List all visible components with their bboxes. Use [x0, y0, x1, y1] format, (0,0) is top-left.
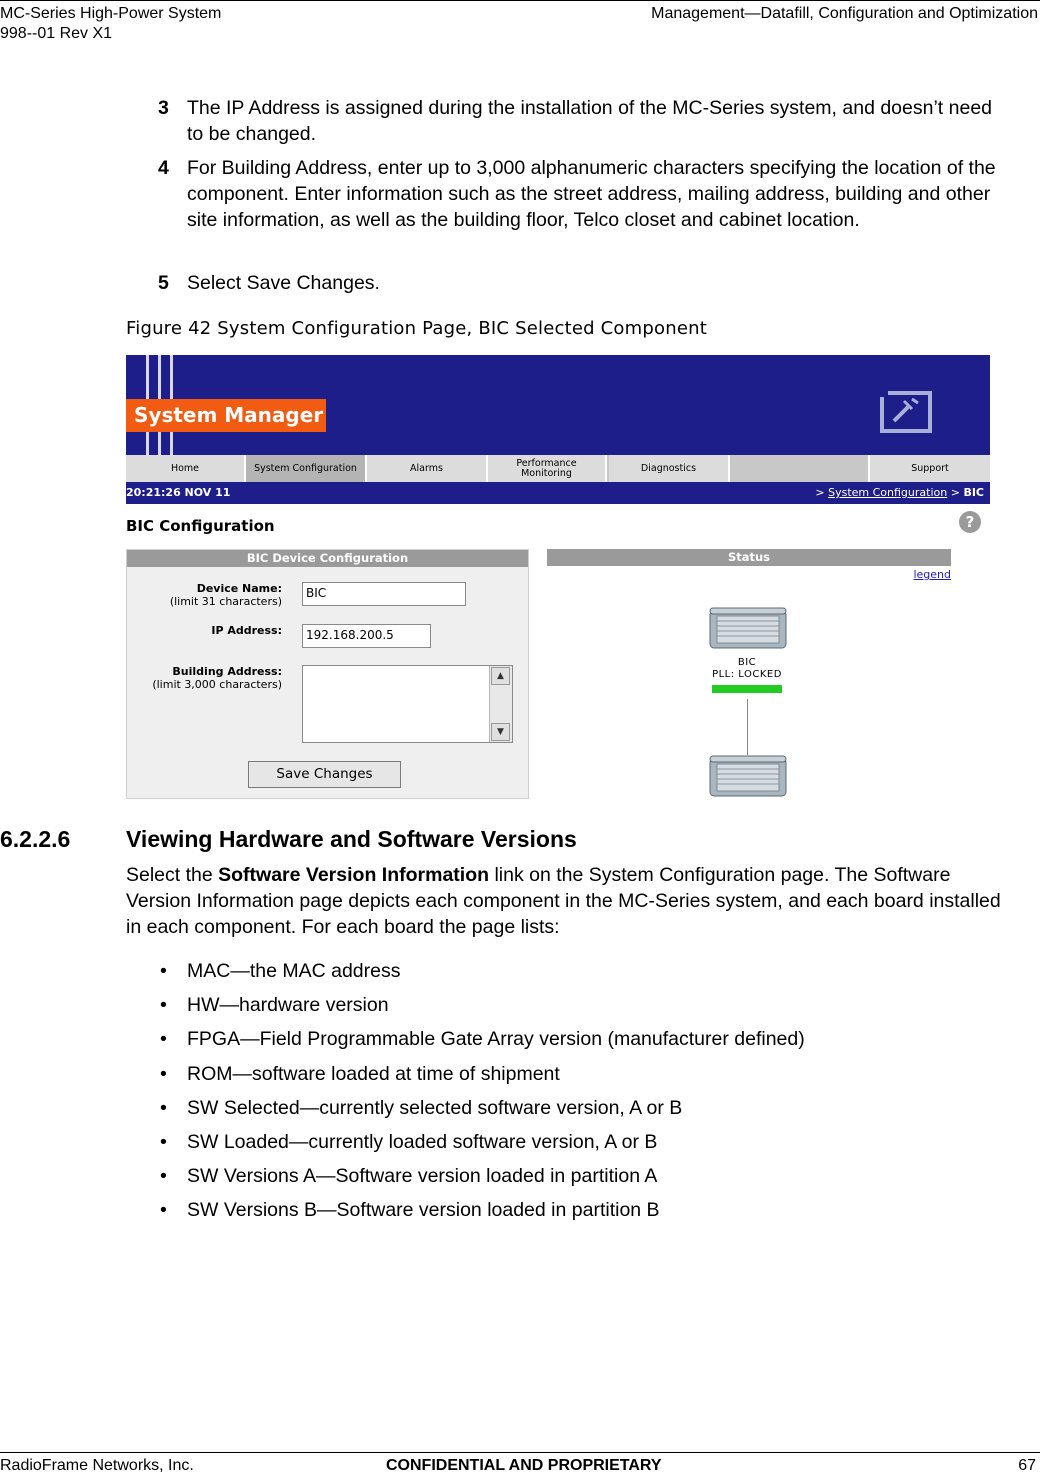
textarea-scrollbar[interactable] — [489, 666, 512, 742]
section-number: 6.2.2.6 — [0, 826, 71, 852]
bullet-icon: • — [160, 1131, 167, 1154]
status-panel — [547, 549, 951, 799]
step-text: Select Save Changes. — [187, 272, 380, 294]
bullet-icon: • — [160, 1062, 167, 1085]
building-address-hint: (limit 3,000 characters) — [152, 678, 282, 691]
tab-diagnostics[interactable]: Diagnostics — [609, 455, 730, 482]
header-doc-title: MC-Series High-Power System — [0, 5, 222, 22]
header-top-rule — [0, 0, 1040, 1]
tab-system-configuration[interactable]: System Configuration — [246, 455, 367, 482]
list-item — [160, 988, 805, 1022]
system-manager-screenshot — [126, 355, 990, 799]
breadcrumb-link-system-configuration[interactable]: System Configuration — [828, 486, 948, 499]
para-text: Select the — [126, 864, 219, 886]
main-nav — [126, 455, 990, 482]
building-address-label — [152, 665, 282, 691]
list-item-text: SW Versions A—Software version loaded in partition A — [187, 1165, 658, 1188]
status-panel-title: Status — [547, 549, 951, 566]
breadcrumb — [815, 486, 984, 499]
company-logo-icon — [878, 387, 934, 437]
step-text: The IP Address is assigned during the installation of the MC-Series system, and doesn’t need to be changed. — [187, 97, 993, 145]
list-item-text: HW—hardware version — [187, 994, 389, 1017]
scroll-up-icon[interactable]: ▲ — [491, 667, 510, 685]
breadcrumb-current: BIC — [963, 486, 984, 499]
status-bar — [126, 482, 990, 504]
footer-company: RadioFrame Networks, Inc. — [0, 1457, 194, 1474]
header-doc-rev: 998--01 Rev X1 — [0, 25, 113, 42]
bullet-list — [160, 954, 805, 1228]
device-link-line — [747, 699, 748, 755]
list-item-text: SW Versions B—Software version loaded in partition B — [187, 1199, 660, 1222]
device-name-hint: (limit 31 characters) — [169, 595, 282, 608]
breadcrumb-separator: > — [950, 486, 960, 499]
list-item — [160, 1125, 805, 1159]
list-item — [160, 1091, 805, 1125]
tab-home[interactable]: Home — [126, 455, 246, 482]
list-item — [160, 954, 805, 988]
step-number: 4 — [158, 157, 169, 179]
step-3 — [158, 95, 1008, 147]
footer-page-number: 67 — [1018, 1457, 1036, 1474]
page-title: BIC Configuration — [126, 517, 275, 535]
pll-status-bar — [712, 685, 782, 693]
device-name-label — [170, 582, 282, 608]
step-5 — [158, 270, 1008, 296]
list-item — [160, 1159, 805, 1193]
legend-link[interactable]: legend — [913, 568, 951, 581]
section-title: Viewing Hardware and Software Versions — [126, 826, 577, 852]
footer-confidential: CONFIDENTIAL AND PROPRIETARY — [386, 1457, 662, 1474]
bullet-icon: • — [160, 1096, 167, 1119]
list-item-text: ROM—software loaded at time of shipment — [187, 1062, 560, 1085]
ip-address-label — [211, 624, 282, 637]
brand-logo: System Manager — [126, 399, 326, 432]
step-text: For Building Address, enter up to 3,000 alphanumeric characters specifying the location of the component. Enter information such as the street address, mailing address, building and other site information, as well as the building floor, Telco closet and cabinet location. — [187, 157, 996, 231]
list-item-text: MAC—the MAC address — [187, 960, 401, 982]
bullet-icon: • — [160, 994, 167, 1017]
tab-spacer — [730, 455, 870, 482]
bullet-icon: • — [160, 960, 167, 982]
breadcrumb-separator: > — [815, 486, 825, 499]
list-item-text: SW Loaded—currently loaded software version, A or B — [187, 1131, 658, 1154]
clock: 20:21:26 NOV 11 — [126, 486, 231, 499]
tab-support[interactable]: Support — [870, 455, 990, 482]
step-4 — [158, 155, 1008, 259]
building-address-label-text: Building Address: — [172, 665, 282, 678]
device-name-input[interactable]: BIC — [302, 582, 466, 606]
ip-address-input[interactable]: 192.168.200.5 — [302, 624, 431, 648]
step-number: 3 — [158, 97, 169, 119]
list-item — [160, 1057, 805, 1091]
device-label: BIC — [737, 657, 757, 668]
bullet-icon: • — [160, 1028, 167, 1051]
para-bold-link-name: Software Version Information — [218, 864, 490, 886]
bullet-icon: • — [160, 1199, 167, 1222]
save-changes-button[interactable]: Save Changes — [248, 761, 401, 788]
header-chapter: Management—Datafill, Configuration and Optimization — [651, 5, 1038, 22]
tab-performance-monitoring[interactable]: Performance Monitoring — [488, 455, 607, 482]
footer-rule — [0, 1452, 1040, 1453]
step-number: 5 — [158, 272, 169, 294]
scroll-down-icon[interactable]: ▼ — [491, 723, 510, 741]
app-banner — [126, 355, 990, 455]
panel-title: BIC Device Configuration — [127, 550, 528, 567]
help-icon[interactable]: ? — [959, 511, 981, 533]
para-text: link on the System Configuration page. The Software Version Information page depicts each component in the MC-Series system, and each board installed in each component. For each board the page lists: — [126, 864, 1001, 938]
device-name-label-text: Device Name: — [196, 582, 282, 595]
list-item — [160, 1022, 805, 1056]
bullet-icon: • — [160, 1165, 167, 1188]
tab-alarms[interactable]: Alarms — [367, 455, 488, 482]
list-item — [160, 1193, 805, 1227]
list-item-text: SW Selected—currently selected software version, A or B — [187, 1096, 683, 1119]
building-address-textarea[interactable] — [302, 665, 513, 743]
pll-status: PLL: LOCKED — [712, 669, 782, 680]
connected-device-icon[interactable] — [709, 755, 787, 797]
ip-address-label-text: IP Address: — [211, 624, 282, 637]
bic-device-icon[interactable] — [709, 607, 787, 649]
figure-caption: Figure 42 System Configuration Page, BIC Selected Component — [126, 318, 707, 339]
section-paragraph — [126, 862, 1006, 940]
bic-device-configuration-panel — [126, 549, 529, 799]
list-item-text: FPGA—Field Programmable Gate Array version (manufacturer defined) — [187, 1028, 805, 1051]
